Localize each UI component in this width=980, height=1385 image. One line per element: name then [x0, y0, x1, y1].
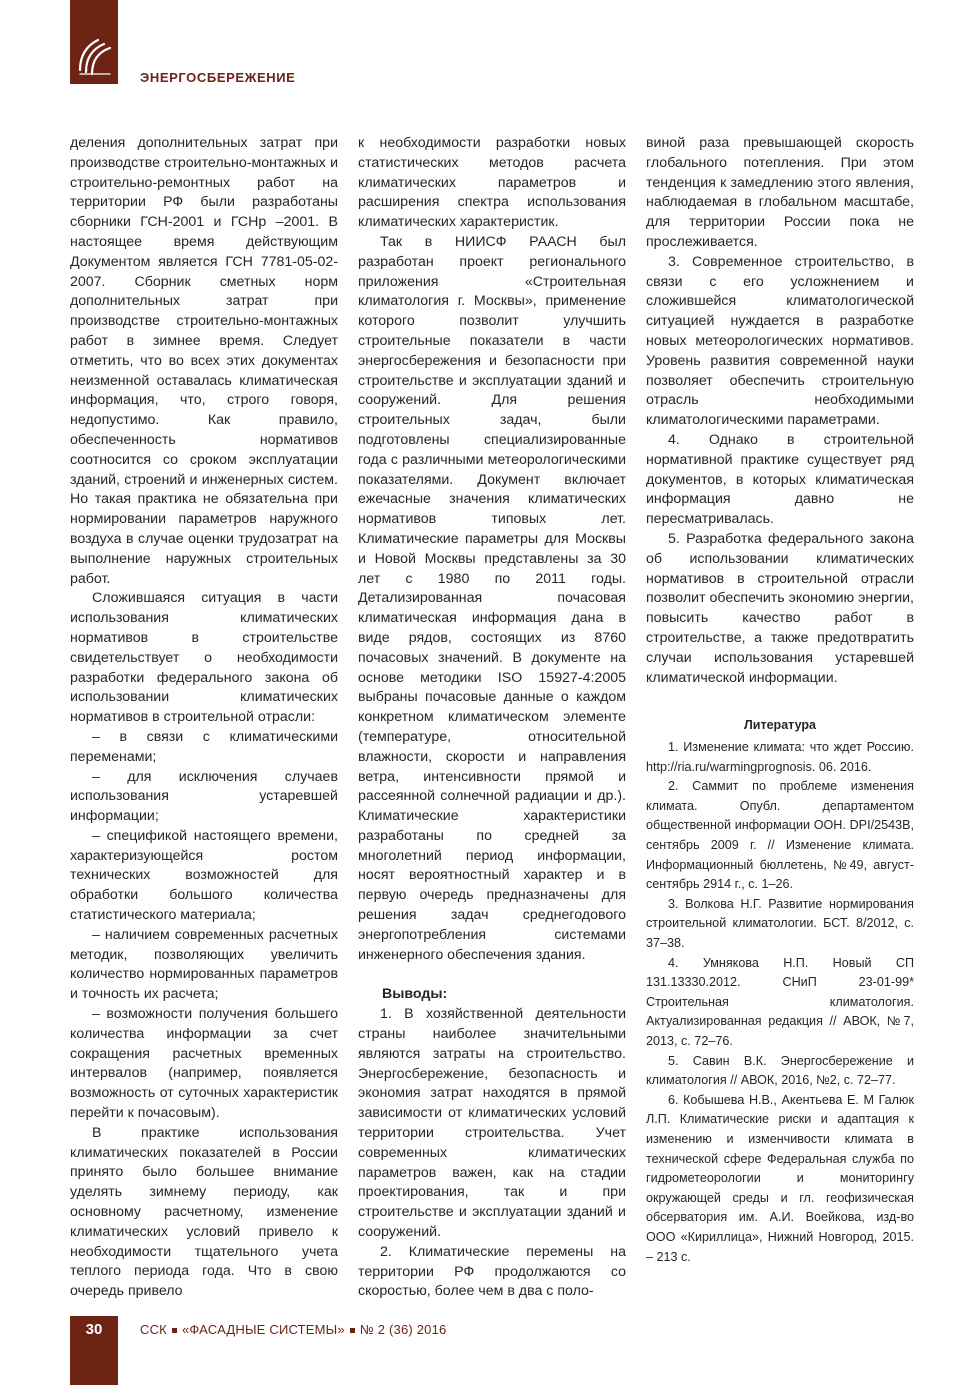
conclusions-heading: Выводы: — [382, 986, 448, 1003]
paragraph: виной раза превышающей скорость глобального потепления. При этом тенденция к замедлению этого явления, наблюдаемая в глобальном масштабе, для территории России пока не прослеживается. — [646, 135, 914, 250]
journal-prefix: ССК — [140, 1322, 167, 1337]
page-number: 30 — [85, 1321, 103, 1338]
journal-name: «ФАСАДНЫЕ СИСТЕМЫ» — [181, 1322, 345, 1337]
list-item: – спецификой настоящего времени, характеризующейся ростом технических возможностей для обработки большого количества статистического материала; — [70, 827, 338, 924]
conclusion-item: 3. Современное строительство, в связи с его усложнением и сложившейся климатологической ситуацией нуждается в разработке новых метеорологических нормативов. Уровень развития современной науки позволяет обеспечить строительную отрасль необходимыми климатологическими параметрами. — [646, 253, 914, 429]
reference-item: 5. Савин В.К. Энергосбережение и климатология // АВОК, 2016, №2, с. 72–77. — [646, 1053, 914, 1088]
paragraph: деления дополнительных затрат при производстве строительно-монтажных и строительно-ремонтных работ на территории РФ были разработаны сборники ГСН-2001 и ГСНр –2001. В настоящее время действующим Документом является ГСН 7781-05-02-2007. Сборник сметных норм дополнительных затрат при производстве строительно-монтажных работ в зимнее время. Следует отметить, что во всех этих документах неизменной оставалась климатическая информация, что, строго говоря, недопустимо. Как правило, обеспеченность нормативов соотносится со сроком эксплуатации зданий, строений и инженерных систем. Но такая практика не обязательна при нормировании параметров наружного воздуха в случае оценки трудозатрат на выполнение наружных строительных работ. — [70, 135, 338, 587]
journal-issue: № 2 (36) 2016 — [359, 1322, 447, 1337]
paragraph: В практике использования климатических показателей в России принято было большее внимание уделять зимнему периоду, как основному расчетному, изменение климатических условий привело к необходимости тщательного учета теплого периода года. Что в свою очередь привело — [70, 1124, 338, 1300]
section-title: ЭНЕРГОСБЕРЕЖЕНИЕ — [140, 70, 296, 85]
article-column-1 — [70, 134, 338, 1302]
conclusion-item: 4. Однако в строительной нормативной практике существует ряд документов, в которых климатическая информация давно не пересматривалась. — [646, 431, 914, 528]
list-item: – для исключения случаев использования устаревшей информации; — [70, 768, 338, 825]
reference-item: 3. Волкова Н.Г. Развитие нормирования строительной климатологии. БСТ. 8/2012, с. 37–38. — [646, 896, 914, 951]
footer-page-block — [70, 1316, 118, 1385]
paragraph: Сложившаяся ситуация в части использования климатических нормативов в строительстве свидетельствует о необходимости разработки федерального закона об использовании климатических нормативов в строительной отрасли: — [70, 590, 338, 726]
conclusion-item: 1. В хозяйственной деятельности страны наиболее значительными являются затраты на строительство. Энергосбережение, безопасность и экономия затрат находятся в прямой зависимости от климатических условий территории строительства. Учет современных климатических параметров важен, как на стадии проектирования, так и при строительстве и эксплуатации зданий и сооружений. — [358, 1006, 626, 1241]
reference-item: 4. Умнякова Н.П. Новый СП 131.13330.2012. СНиП 23-01-99* Строительная климатология. Актуализированная редакция // АВОК, №7, 2013, с. 72–76. — [646, 955, 914, 1049]
reference-item: 6. Кобышева Н.В., Акентьева Е. М Галюк Л.П. Климатические риски и адаптация к изменению и изменчивости климата в технической сфере Федеральная служба по гидрометеорологии и мониторингу окружающей среды и гл. геофизическая обсерватория им. А.И. Воейкова, изд-во ООО «Кириллица», Нижний Новгород, 2015. – 213 с. — [646, 1092, 914, 1264]
list-item: – наличием современных расчетных методик, позволяющих увеличить количество нормированных параметров и точность их расчета; — [70, 926, 338, 1003]
conclusion-item: 5. Разработка федерального закона об использовании климатических нормативов в строительной отрасли позволит обеспечить экономию энергии, повысить качество работ в строительстве, а также предотвратить случаи использования устаревшей климатической информации. — [646, 530, 914, 686]
square-bullet-icon — [172, 1328, 177, 1333]
literature-heading: Литература — [744, 718, 816, 733]
footer-journal-line — [140, 1322, 446, 1337]
list-item: – в связи с климатическими переменами; — [70, 728, 338, 765]
stylized-arcs-logo-icon — [76, 36, 114, 78]
reference-item: 1. Изменение климата: что ждет Россию. http://ria.ru/warmingprognosis. 06. 2016. — [646, 740, 914, 774]
list-item: – возможности получения большего количества информации за счет сокращения расчетных временных интервалов (например, появляется возможность от суточных характеристик перейти к почасовым). — [70, 1006, 338, 1122]
conclusion-item: 2. Климатические перемены на территории РФ продолжаются со скоростью, более чем в два с поло- — [358, 1243, 626, 1300]
reference-item: 2. Саммит по проблеме изменения климата. Опубл. департаментом общественной информации ООН. DPI/2543В, сентябрь 2009 г. // Изменение климата. Информационный бюллетень, №49, август-сентябрь 2914 г., с. 1–26. — [646, 779, 914, 892]
header-brand-block — [70, 0, 118, 84]
paragraph: Так в НИИСФ РААСН был разработан проект регионального приложения «Строительная климатология г. Москвы», применение которого позволит улучшить строительные показатели в части энергосбережения и безопасности при строительстве и эксплуатации зданий и сооружений. Для решения строительных задач, были подготовлены специализированные года с различными метеорологическими показателями. Документ включает ежечасные значения климатических нормативов типовых лет. Климатические параметры для Москвы и Новой Москвы представлены за 30 лет с 1980 по 2011 годы. Детализированная почасовая климатическая информация дана в виде рядов, состоящих из 8760 почасовых значений. В документе на основе методики ISO 15927-4:2005 выбраны почасовые данные о каждом конкретном климатическом элементе (температуре, относительной влажности, скорости и направления ветра, интенсивности прямой и рассеянной солнечной радиации и др.). Климатические характеристики разработаны по средней за многолетний период информации, носят вероятностный характер и в первую очередь предназначены для решения задач среднегодового энергопотребления системами инженерного обеспечения здания. — [358, 233, 626, 963]
article-column-2 — [358, 134, 626, 1302]
square-bullet-icon — [350, 1328, 355, 1333]
article-column-3 — [646, 134, 914, 1267]
paragraph: к необходимости разработки новых статистических методов расчета климатических параметров и расширения спектра использования климатических характеристик. — [358, 135, 626, 231]
